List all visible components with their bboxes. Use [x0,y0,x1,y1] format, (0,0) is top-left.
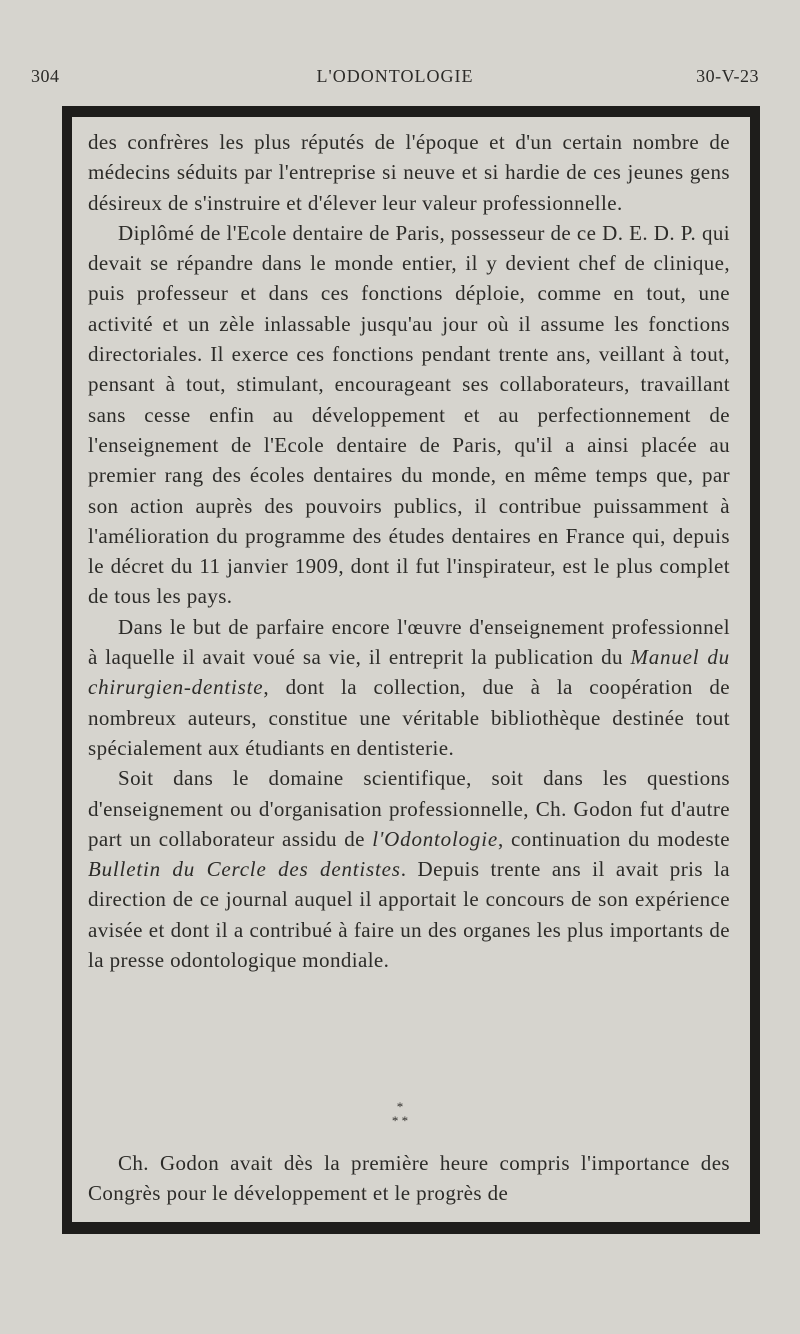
paragraph-text: Diplômé de l'Ecole dentaire de Paris, possesseur de ce D. E. D. P. qui devait se répandre dans le monde entier, il y devient chef de clinique, puis professeur et dans ces fonctions déploie, comme en tout, une activité et un zèle inlassable jusqu'au jour où il assume les fonctions directoriales. Il exerce ces fonctions pendant trente ans, veillant à tout, pensant à tout, stimulant, encourageant ses collaborateurs, travaillant sans cesse enfin au développement et au perfectionnement de l'enseignement de l'Ecole dentaire de Paris, qu'il a ainsi placée au premier rang des écoles dentaires du monde, en même temps que, par son action auprès des pouvoirs publics, il contribue puissamment à l'amélioration du programme des études dentaires en France qui, depuis le décret du 11 janvier 1909, dont il fut l'inspirateur, est le plus complet de tous les pays. [88,220,730,609]
paragraph-text: , continuation du modeste [497,826,730,851]
paragraph-text: des confrères les plus réputés de l'époque et d'un certain nombre de médecins séduits par l'entreprise si neuve et si hardie de ces jeunes gens désireux de s'instruire et d'élever leur valeur professionnelle. [88,130,730,215]
paragraph [88,763,730,975]
section-separator [0,1100,800,1128]
paragraph [88,612,730,763]
paragraph [88,218,730,612]
running-title: L'ODONTOLOGIE [316,66,474,86]
closing-paragraph [88,1148,730,1209]
issue-date: 30-V-23 [696,66,759,86]
asterism-top: * [396,1099,404,1114]
article-body [88,127,730,975]
paragraph-text: , dont la collection, due à la coopération de nombreux auteurs, constitue une véritable bibliothèque destinée tout spécialement aux étudiants en dentisterie. [88,675,730,760]
paragraph [88,127,730,218]
book-title: Manuel du chirurgien-dentiste [88,645,730,700]
asterism-bottom: * * [391,1113,409,1128]
paragraph-text: . Depuis trente ans il avait pris la direction de ce journal auquel il apportait le concours de son expérience avisée et dont il a contribué à faire un des organes les plus importants de la presse odontologique mondiale. [88,857,730,973]
journal-title: l'Odontologie [372,826,498,851]
paragraph-text: Soit dans le domaine scientifique, soit dans les questions d'enseignement ou d'organisation professionnelle, Ch. Godon fut d'autre part un collaborateur assidu de [88,766,730,851]
running-header [31,66,759,96]
paragraph-text: Dans le but de parfaire encore l'œuvre d'enseignement professionnel à laquelle il avait voué sa vie, il entreprit la publication du [88,614,730,670]
paragraph-text: Ch. Godon avait dès la première heure compris l'importance des Congrès pour le développement et le progrès de [88,1151,730,1206]
paragraph [88,1148,730,1209]
page-number: 304 [31,66,60,86]
bulletin-title: Bulletin du Cercle des dentistes [88,857,401,882]
